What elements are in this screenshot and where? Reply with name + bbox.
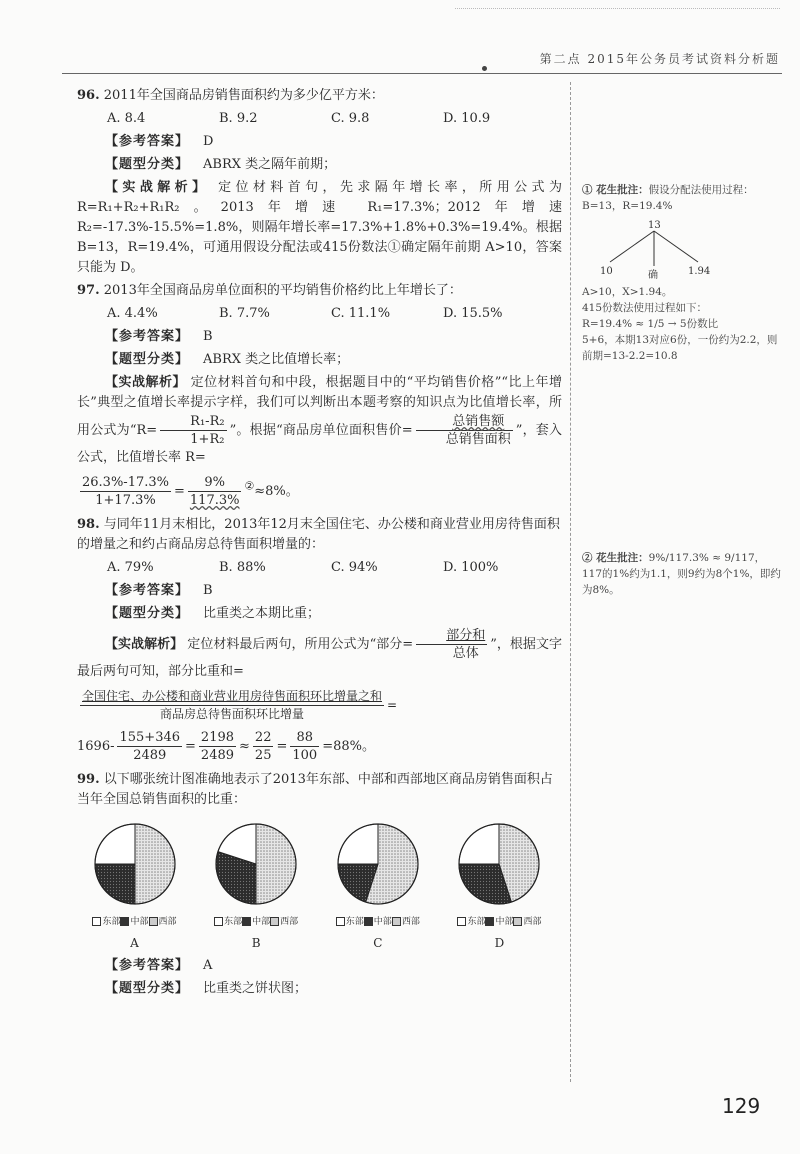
options bbox=[77, 304, 562, 324]
legend-east bbox=[214, 912, 242, 932]
analysis-text: ”。根据“商品房单位面积售价= bbox=[229, 423, 413, 438]
analysis-text: 定位材料最后两句，所用公式为“部分= bbox=[187, 637, 414, 652]
pie-legend bbox=[320, 912, 435, 932]
legend-label-central: 中部 bbox=[495, 917, 514, 927]
question-stem: 以下哪张统计图准确地表示了2013年东部、中部和西部地区商品房销售面积占当年全国总销售面积的比重： bbox=[77, 772, 553, 807]
answer-label: 【参考答案】 bbox=[105, 583, 190, 598]
type-label: 【题型分类】 bbox=[105, 981, 190, 996]
option-c: C. 11.1% bbox=[331, 306, 391, 321]
type-label: 【题型分类】 bbox=[105, 352, 190, 367]
page-number: 129 bbox=[722, 1094, 761, 1118]
legend-swatch-west bbox=[513, 917, 522, 926]
answer-label: 【参考答案】 bbox=[105, 134, 190, 149]
legend-swatch-west bbox=[392, 917, 401, 926]
legend-label-east: 东部 bbox=[467, 917, 486, 927]
legend-label-central: 中部 bbox=[130, 917, 149, 927]
formula-line: $\frac{\text{全国住宅、办公楼和商业营业用房待售面积环比增量之和}}{\text{商品房总待售面积环比增量}}$ = bbox=[82, 689, 398, 721]
option-c: C. 9.8 bbox=[331, 111, 370, 126]
legend-label-east: 东部 bbox=[345, 917, 364, 927]
answer: B bbox=[203, 329, 213, 344]
tree-left: 10 bbox=[600, 266, 613, 277]
option-b: B. 9.2 bbox=[219, 111, 258, 126]
answer-label: 【参考答案】 bbox=[105, 329, 190, 344]
question-type: 比重类之本期比重； bbox=[203, 606, 321, 621]
legend-swatch-central bbox=[242, 917, 251, 926]
formula-fraction: $\frac{\text{部分和}}{\text{总体}}$ bbox=[416, 627, 487, 662]
legend-label-central: 中部 bbox=[252, 917, 271, 927]
calculation: 1696- $\frac{155+346}{2489}$ = $\frac{2198}{2489}$ ≈ $\frac{22}{25}$ = $\frac{88}{100}$ =88%。 bbox=[77, 730, 375, 763]
question-number: 96. bbox=[77, 88, 100, 103]
calculation: $\frac{26.3\%-17.3\%}{1+17.3\%}$ = $\frac{9\%}{117.3\%}$ ②≈8%。 bbox=[82, 475, 299, 508]
pie-chart-b bbox=[199, 820, 314, 953]
question-99 bbox=[77, 770, 562, 999]
legend-west bbox=[392, 912, 420, 932]
pie-slice-东部 bbox=[256, 824, 296, 904]
legend-swatch-central bbox=[485, 917, 494, 926]
option-b: B. 88% bbox=[219, 560, 266, 575]
side-note-1: ① 花生批注：假设分配法使用过程： B=13，R=19.4% 13 10 确 1.94 A>10，X>1.94。 415份数法使用过程如下： R=19.4% ≈ 1/5 → 5份数比 5+6，本期13对应6份，一份约为2.2，则前期=13-2.2=10.8 bbox=[582, 184, 778, 362]
analysis-text: ”，根据文字最后两句可知，部分比重和= bbox=[77, 637, 562, 679]
legend-swatch-west bbox=[270, 917, 279, 926]
pie-legend bbox=[77, 912, 192, 932]
option-d: D. 10.9 bbox=[443, 111, 491, 126]
option-d: D. 15.5% bbox=[443, 306, 503, 321]
pie-legend bbox=[199, 912, 314, 932]
formula-fraction: $\frac{\text{总销售额}}{\text{总销售面积}}$ bbox=[416, 413, 513, 448]
legend-east bbox=[92, 912, 120, 932]
formula-fraction: $\frac{\text{全国住宅、办公楼和商业营业用房待售面积环比增量之和}}{\text{商品房总待售面积环比增量}}$ bbox=[82, 689, 383, 721]
legend-central bbox=[364, 912, 392, 932]
legend-swatch-east bbox=[214, 917, 223, 926]
legend-central bbox=[120, 912, 148, 932]
pie-chart-c bbox=[320, 820, 435, 953]
pie-chart-a bbox=[77, 820, 192, 953]
option-a: A. 79% bbox=[107, 560, 154, 575]
answer: D bbox=[203, 134, 214, 149]
side-note-2: ② 花生批注：9%/117.3% ≈ 9/117， 117的1%约为1.1，则9约为8个1%，即约为8%。 bbox=[582, 552, 781, 596]
legend-swatch-central bbox=[364, 917, 373, 926]
pie-slice-东部 bbox=[135, 824, 175, 904]
question-type: 比重类之饼状图； bbox=[203, 981, 308, 996]
legend-label-west: 西部 bbox=[158, 917, 177, 927]
legend-east bbox=[336, 912, 364, 932]
legend-swatch-east bbox=[92, 917, 101, 926]
options bbox=[77, 109, 562, 129]
answer: B bbox=[203, 583, 213, 598]
legend-west bbox=[270, 912, 298, 932]
question-stem: 2011年全国商品房销售面积约为多少亿平方米： bbox=[103, 88, 384, 103]
pie-option-label: D bbox=[494, 936, 505, 950]
question-type: ABRX 类之隔年前期； bbox=[203, 157, 337, 172]
question-96 bbox=[77, 86, 562, 278]
top-dotted-rule bbox=[455, 8, 780, 9]
pie-option-label: B bbox=[251, 936, 261, 950]
type-label: 【题型分类】 bbox=[105, 606, 190, 621]
tree-top: 13 bbox=[648, 220, 661, 231]
margin-divider bbox=[570, 82, 571, 1082]
running-header: 第二点 2015年公务员考试资料分析题 bbox=[539, 52, 780, 66]
legend-label-east: 东部 bbox=[102, 917, 121, 927]
option-a: A. 8.4 bbox=[107, 111, 146, 126]
header-bullet bbox=[482, 66, 487, 71]
legend-west bbox=[513, 912, 541, 932]
pie-charts bbox=[77, 820, 557, 953]
formula-fraction: $\frac{\text{R₁-R₂}}{\text{1+R₂}}$ bbox=[160, 413, 226, 448]
legend-central bbox=[242, 912, 270, 932]
legend-label-west: 西部 bbox=[280, 917, 299, 927]
question-number: 98. bbox=[77, 517, 100, 532]
allocation-tree-diagram bbox=[592, 216, 722, 282]
legend-west bbox=[149, 912, 177, 932]
pie-option-label: C bbox=[373, 936, 383, 950]
legend-swatch-east bbox=[457, 917, 466, 926]
question-98 bbox=[77, 515, 562, 764]
answer-label: 【参考答案】 bbox=[105, 958, 190, 973]
legend-label-west: 西部 bbox=[401, 917, 420, 927]
legend-central bbox=[485, 912, 513, 932]
header-rule bbox=[62, 73, 782, 74]
legend-label-east: 东部 bbox=[224, 917, 243, 927]
option-a: A. 4.4% bbox=[107, 306, 158, 321]
answer: A bbox=[203, 958, 213, 973]
tree-mid: 确 bbox=[648, 270, 658, 281]
pie-chart-d bbox=[442, 820, 557, 953]
analysis-text: 定位材料首句和中段，根据题目中的“平均销售价格”“比上年增长”典型之值增长率提示字样，我们可以判断出本题考察的知识点为比值增长率，所用公式为“R= bbox=[77, 375, 562, 438]
option-c: C. 94% bbox=[331, 560, 378, 575]
options bbox=[77, 558, 562, 578]
question-number: 97. bbox=[77, 283, 100, 298]
option-d: D. 100% bbox=[443, 560, 499, 575]
pie-legend bbox=[442, 912, 557, 932]
legend-label-central: 中部 bbox=[373, 917, 392, 927]
pie-option-label: A bbox=[130, 936, 139, 950]
type-label: 【题型分类】 bbox=[105, 157, 190, 172]
question-type: ABRX 类之比值增长率； bbox=[203, 352, 350, 367]
analysis-label: 【实战解析】 bbox=[105, 180, 210, 195]
legend-swatch-west bbox=[149, 917, 158, 926]
analysis-label: 【实战解析】 bbox=[105, 375, 186, 390]
question-97 bbox=[77, 281, 562, 509]
question-stem: 2013年全国商品房单位面积的平均销售价格约比上年增长了： bbox=[103, 283, 462, 298]
legend-east bbox=[457, 912, 485, 932]
legend-swatch-east bbox=[336, 917, 345, 926]
analysis-text: ”，套入公式，比值增长率 R= bbox=[77, 423, 562, 465]
tree-right: 1.94 bbox=[688, 266, 711, 277]
legend-label-west: 西部 bbox=[523, 917, 542, 927]
analysis-text: 定位材料首句，先求隔年增长率，所用公式为 R=R₁+R₂+R₁R₂。2013年增速 R₁=17.3%；2012年增速 R₂=-17.3%-15.5%=1.8%，则隔年增长率=17.3%+1.8%+0.3%=19.4%。根据 B=13，R=19.4%，可通用假设分配法或415份数法①确定隔年前期 A>10，答案只能为 D。 bbox=[77, 180, 562, 275]
question-number: 99. bbox=[77, 772, 100, 787]
question-stem: 与同年11月末相比，2013年12月末全国住宅、办公楼和商业营业用房待售面积的增量之和约占商品房总待售面积增量的： bbox=[77, 517, 560, 552]
option-b: B. 7.7% bbox=[219, 306, 270, 321]
analysis-label: 【实战解析】 bbox=[105, 637, 184, 652]
main-column bbox=[77, 86, 562, 1002]
legend-swatch-central bbox=[120, 917, 129, 926]
